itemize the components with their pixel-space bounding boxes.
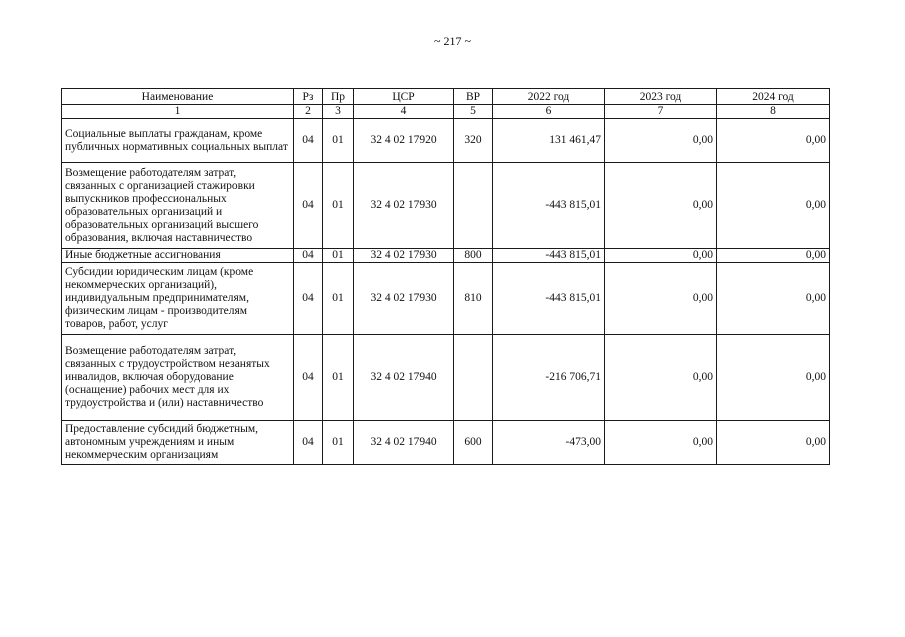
row-vr: [454, 335, 493, 421]
row-pr: 01: [323, 263, 354, 335]
header-name: Наименование: [62, 89, 294, 105]
column-number: 4: [354, 105, 454, 119]
row-name: Иные бюджетные ассигнования: [62, 249, 294, 263]
row-2024: 0,00: [717, 421, 830, 465]
row-2022: -216 706,71: [493, 335, 605, 421]
table-row: [62, 263, 830, 335]
row-pr: 01: [323, 249, 354, 263]
row-name: Социальные выплаты гражданам, кроме публичных нормативных социальных выплат: [62, 119, 294, 163]
row-pr: 01: [323, 163, 354, 249]
row-2023: 0,00: [605, 249, 717, 263]
row-2023: 0,00: [605, 119, 717, 163]
row-2022: -443 815,01: [493, 163, 605, 249]
row-rz: 04: [294, 335, 323, 421]
row-csr: 32 4 02 17930: [354, 263, 454, 335]
row-vr: 810: [454, 263, 493, 335]
row-pr: 01: [323, 335, 354, 421]
row-csr: 32 4 02 17920: [354, 119, 454, 163]
table-row: [62, 335, 830, 421]
header-2022: 2022 год: [493, 89, 605, 105]
row-rz: 04: [294, 421, 323, 465]
table-row: [62, 249, 830, 263]
header-row: [62, 89, 830, 105]
header-vr: ВР: [454, 89, 493, 105]
row-name: Возмещение работодателям затрат, связанных с трудоустройством незанятых инвалидов, включая оборудование (оснащение) рабочих мест для их трудоустройства и (или) наставничество: [62, 335, 294, 421]
row-rz: 04: [294, 263, 323, 335]
table-row: [62, 163, 830, 249]
budget-table: [61, 88, 830, 465]
row-csr: 32 4 02 17930: [354, 163, 454, 249]
column-number: 1: [62, 105, 294, 119]
row-vr: 600: [454, 421, 493, 465]
row-rz: 04: [294, 249, 323, 263]
row-2022: -443 815,01: [493, 263, 605, 335]
row-2024: 0,00: [717, 249, 830, 263]
column-number: 6: [493, 105, 605, 119]
header-csr: ЦСР: [354, 89, 454, 105]
column-number: 2: [294, 105, 323, 119]
column-number: 3: [323, 105, 354, 119]
header-pr: Пр: [323, 89, 354, 105]
row-2024: 0,00: [717, 163, 830, 249]
row-csr: 32 4 02 17930: [354, 249, 454, 263]
row-2023: 0,00: [605, 335, 717, 421]
row-name: Предоставление субсидий бюджетным, автономным учреждениям и иным некоммерческим организациям: [62, 421, 294, 465]
row-vr: [454, 163, 493, 249]
column-number: 8: [717, 105, 830, 119]
header-2023: 2023 год: [605, 89, 717, 105]
row-name: Возмещение работодателям затрат, связанных с организацией стажировки выпускников профессиональных образовательных организаций и образовательных организаций высшего образования, включая наставничество: [62, 163, 294, 249]
row-2024: 0,00: [717, 335, 830, 421]
table-row: [62, 421, 830, 465]
row-2024: 0,00: [717, 263, 830, 335]
row-rz: 04: [294, 163, 323, 249]
row-pr: 01: [323, 421, 354, 465]
column-number-row: [62, 105, 830, 119]
column-number: 7: [605, 105, 717, 119]
row-vr: 320: [454, 119, 493, 163]
column-number: 5: [454, 105, 493, 119]
row-pr: 01: [323, 119, 354, 163]
row-2022: -443 815,01: [493, 249, 605, 263]
row-name: Субсидии юридическим лицам (кроме некоммерческих организаций), индивидуальным предпринимателям, физическим лицам - производителям товаров, работ, услуг: [62, 263, 294, 335]
row-2023: 0,00: [605, 421, 717, 465]
row-2024: 0,00: [717, 119, 830, 163]
table-row: [62, 119, 830, 163]
row-rz: 04: [294, 119, 323, 163]
row-2022: 131 461,47: [493, 119, 605, 163]
header-rz: Рз: [294, 89, 323, 105]
row-vr: 800: [454, 249, 493, 263]
row-2023: 0,00: [605, 263, 717, 335]
row-2022: -473,00: [493, 421, 605, 465]
header-2024: 2024 год: [717, 89, 830, 105]
row-2023: 0,00: [605, 163, 717, 249]
row-csr: 32 4 02 17940: [354, 335, 454, 421]
page-number: ~ 217 ~: [434, 34, 471, 48]
row-csr: 32 4 02 17940: [354, 421, 454, 465]
